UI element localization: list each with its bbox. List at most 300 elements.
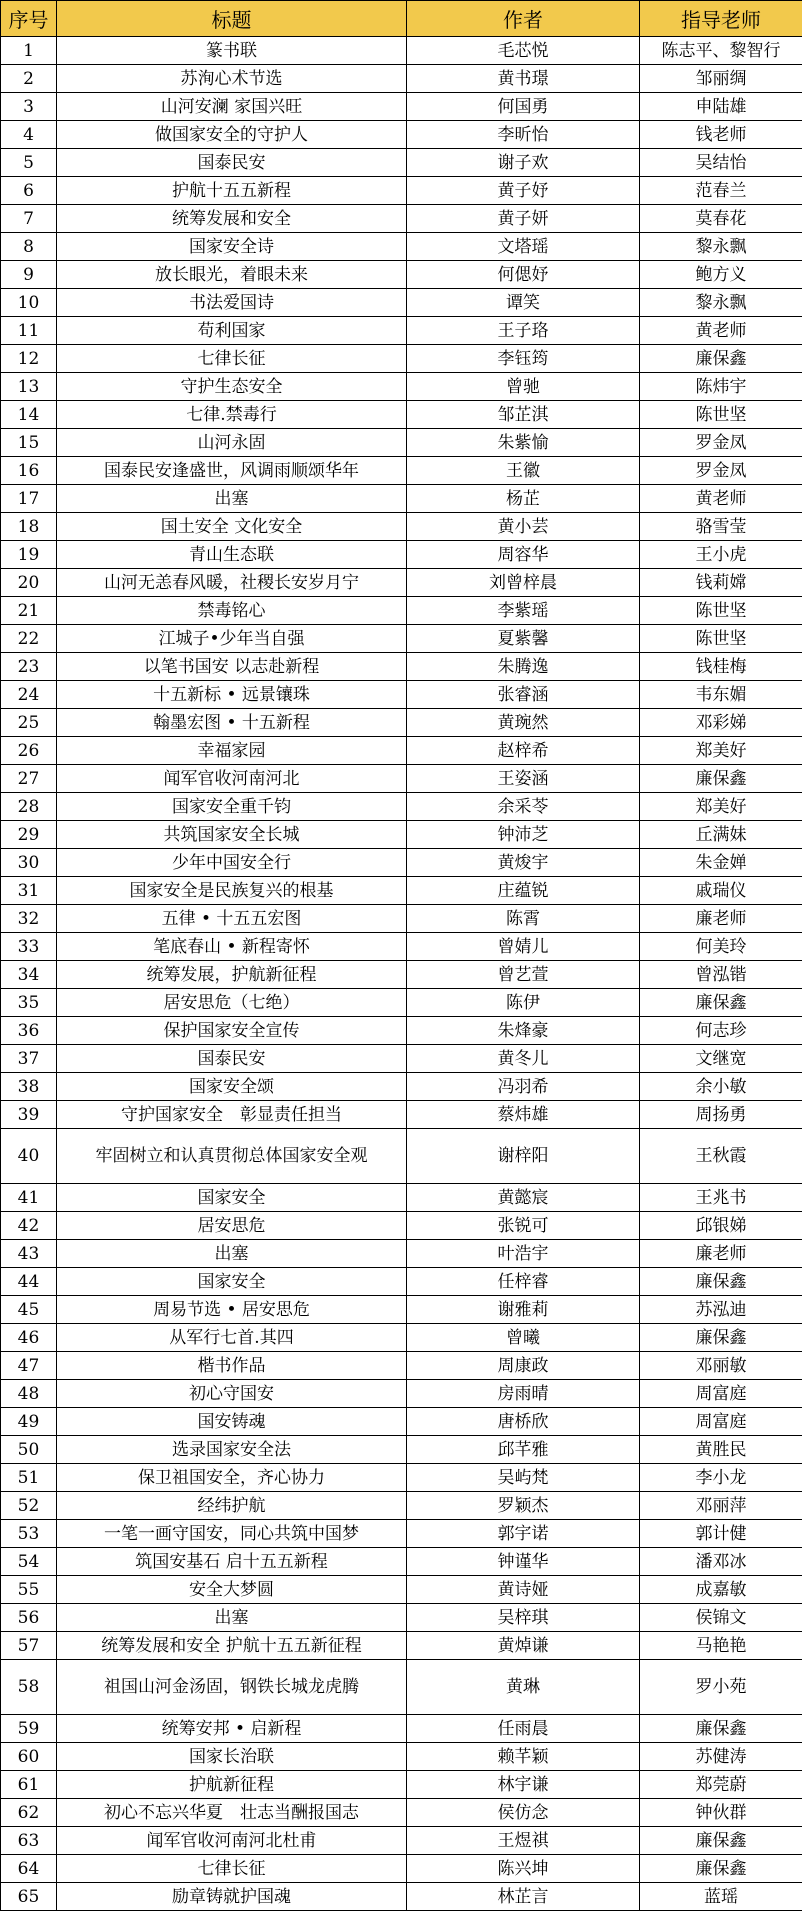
cell-author: 曾驰 xyxy=(407,373,640,401)
table-row xyxy=(1,597,802,625)
cell-title: 国家安全颂 xyxy=(57,1073,407,1101)
cell-no: 34 xyxy=(1,961,57,989)
header-author: 作者 xyxy=(407,1,640,37)
cell-title: 护航新征程 xyxy=(57,1771,407,1799)
cell-title: 出塞 xyxy=(57,1604,407,1632)
cell-teacher: 黄老师 xyxy=(640,317,802,345)
cell-title: 共筑国家安全长城 xyxy=(57,821,407,849)
cell-no: 2 xyxy=(1,65,57,93)
cell-no: 50 xyxy=(1,1436,57,1464)
cell-teacher: 廉保鑫 xyxy=(640,765,802,793)
cell-no: 16 xyxy=(1,457,57,485)
cell-teacher: 王小虎 xyxy=(640,541,802,569)
cell-teacher: 廉保鑫 xyxy=(640,1855,802,1883)
cell-teacher: 韦东媚 xyxy=(640,681,802,709)
table-row xyxy=(1,877,802,905)
cell-title: 山河无恙春风暖，社稷长安岁月宁 xyxy=(57,569,407,597)
cell-title: 居安思危（七绝） xyxy=(57,989,407,1017)
cell-title: 江城子•少年当自强 xyxy=(57,625,407,653)
cell-no: 25 xyxy=(1,709,57,737)
table-row xyxy=(1,457,802,485)
cell-title: 守护生态安全 xyxy=(57,373,407,401)
cell-teacher: 苏健涛 xyxy=(640,1743,802,1771)
cell-author: 陈兴坤 xyxy=(407,1855,640,1883)
cell-no: 52 xyxy=(1,1492,57,1520)
table-row xyxy=(1,541,802,569)
cell-author: 任梓睿 xyxy=(407,1268,640,1296)
cell-author: 王煜祺 xyxy=(407,1827,640,1855)
cell-title: 居安思危 xyxy=(57,1212,407,1240)
cell-teacher: 郑美好 xyxy=(640,737,802,765)
cell-teacher: 廉保鑫 xyxy=(640,1827,802,1855)
cell-author: 赵梓希 xyxy=(407,737,640,765)
cell-title: 少年中国安全行 xyxy=(57,849,407,877)
cell-title: 楷书作品 xyxy=(57,1352,407,1380)
cell-author: 谭笑 xyxy=(407,289,640,317)
cell-teacher: 罗金凤 xyxy=(640,457,802,485)
cell-author: 李钰筠 xyxy=(407,345,640,373)
cell-author: 朱紫愉 xyxy=(407,429,640,457)
cell-author: 曾曦 xyxy=(407,1324,640,1352)
cell-author: 谢梓阳 xyxy=(407,1129,640,1184)
cell-teacher: 郭计健 xyxy=(640,1520,802,1548)
cell-teacher: 陈世坚 xyxy=(640,597,802,625)
cell-author: 李昕怡 xyxy=(407,121,640,149)
cell-no: 31 xyxy=(1,877,57,905)
table-row xyxy=(1,821,802,849)
cell-title: 国家安全 xyxy=(57,1268,407,1296)
cell-title: 出塞 xyxy=(57,1240,407,1268)
cell-teacher: 廉保鑫 xyxy=(640,1324,802,1352)
cell-teacher: 邓丽萍 xyxy=(640,1492,802,1520)
cell-author: 吴屿梵 xyxy=(407,1464,640,1492)
table-row xyxy=(1,737,802,765)
table-row xyxy=(1,205,802,233)
cell-teacher: 钟伙群 xyxy=(640,1799,802,1827)
table-row xyxy=(1,1883,802,1911)
cell-title: 十五新标 • 远景镶珠 xyxy=(57,681,407,709)
table-row xyxy=(1,289,802,317)
cell-author: 黄冬儿 xyxy=(407,1045,640,1073)
cell-no: 29 xyxy=(1,821,57,849)
cell-author: 侯仿念 xyxy=(407,1799,640,1827)
cell-title: 筑国安基石 启十五五新程 xyxy=(57,1548,407,1576)
cell-author: 林芷言 xyxy=(407,1883,640,1911)
table-row xyxy=(1,569,802,597)
cell-teacher: 曾泓锴 xyxy=(640,961,802,989)
cell-title: 初心不忘兴华夏 壮志当酬报国志 xyxy=(57,1799,407,1827)
cell-teacher: 钱莉嫦 xyxy=(640,569,802,597)
cell-no: 23 xyxy=(1,653,57,681)
cell-title: 国土安全 文化安全 xyxy=(57,513,407,541)
cell-title: 国家安全重千钧 xyxy=(57,793,407,821)
header-no: 序号 xyxy=(1,1,57,37)
table-row xyxy=(1,65,802,93)
cell-teacher: 邓丽敏 xyxy=(640,1352,802,1380)
table-row xyxy=(1,1715,802,1743)
cell-no: 39 xyxy=(1,1101,57,1129)
cell-author: 蔡炜雄 xyxy=(407,1101,640,1129)
cell-teacher: 潘邓冰 xyxy=(640,1548,802,1576)
table-row xyxy=(1,1240,802,1268)
cell-teacher: 李小龙 xyxy=(640,1464,802,1492)
cell-no: 55 xyxy=(1,1576,57,1604)
cell-teacher: 何志珍 xyxy=(640,1017,802,1045)
cell-no: 46 xyxy=(1,1324,57,1352)
cell-title: 幸福家园 xyxy=(57,737,407,765)
cell-author: 朱腾逸 xyxy=(407,653,640,681)
cell-no: 10 xyxy=(1,289,57,317)
cell-author: 文塔瑶 xyxy=(407,233,640,261)
cell-author: 刘曾梓晨 xyxy=(407,569,640,597)
cell-teacher: 罗金凤 xyxy=(640,429,802,457)
cell-title: 七律长征 xyxy=(57,1855,407,1883)
table-row xyxy=(1,485,802,513)
table-row xyxy=(1,1827,802,1855)
cell-teacher: 邱银娣 xyxy=(640,1212,802,1240)
cell-teacher: 王秋霞 xyxy=(640,1129,802,1184)
cell-teacher: 黄老师 xyxy=(640,485,802,513)
cell-author: 钟谨华 xyxy=(407,1548,640,1576)
cell-teacher: 成嘉敏 xyxy=(640,1576,802,1604)
cell-author: 房雨晴 xyxy=(407,1380,640,1408)
cell-title: 五律 • 十五五宏图 xyxy=(57,905,407,933)
cell-teacher: 马艳艳 xyxy=(640,1632,802,1660)
cell-no: 59 xyxy=(1,1715,57,1743)
cell-author: 黄懿宸 xyxy=(407,1184,640,1212)
cell-teacher: 余小敏 xyxy=(640,1073,802,1101)
cell-no: 6 xyxy=(1,177,57,205)
table-row xyxy=(1,317,802,345)
cell-author: 叶浩宇 xyxy=(407,1240,640,1268)
cell-author: 庄蕴锐 xyxy=(407,877,640,905)
table-row xyxy=(1,1548,802,1576)
table-row xyxy=(1,1604,802,1632)
cell-author: 曾艺萱 xyxy=(407,961,640,989)
table-row xyxy=(1,1771,802,1799)
cell-author: 王徽 xyxy=(407,457,640,485)
cell-author: 何偲妤 xyxy=(407,261,640,289)
cell-author: 周容华 xyxy=(407,541,640,569)
cell-no: 51 xyxy=(1,1464,57,1492)
cell-no: 12 xyxy=(1,345,57,373)
table-row xyxy=(1,1743,802,1771)
cell-teacher: 黎永飘 xyxy=(640,233,802,261)
cell-no: 11 xyxy=(1,317,57,345)
table-row xyxy=(1,373,802,401)
cell-teacher: 廉保鑫 xyxy=(640,1268,802,1296)
cell-title: 周易节选 • 居安思危 xyxy=(57,1296,407,1324)
cell-title: 统筹发展，护航新征程 xyxy=(57,961,407,989)
table-row xyxy=(1,1212,802,1240)
cell-title: 统筹发展和安全 护航十五五新征程 xyxy=(57,1632,407,1660)
cell-no: 20 xyxy=(1,569,57,597)
table-row xyxy=(1,1268,802,1296)
cell-teacher: 罗小苑 xyxy=(640,1660,802,1715)
cell-teacher: 黎永飘 xyxy=(640,289,802,317)
cell-teacher: 莫春花 xyxy=(640,205,802,233)
cell-no: 35 xyxy=(1,989,57,1017)
cell-teacher: 廉保鑫 xyxy=(640,1715,802,1743)
cell-title: 翰墨宏图 • 十五新程 xyxy=(57,709,407,737)
cell-author: 曾婧儿 xyxy=(407,933,640,961)
cell-author: 黄子妤 xyxy=(407,177,640,205)
cell-title: 经纬护航 xyxy=(57,1492,407,1520)
cell-author: 郭宇诺 xyxy=(407,1520,640,1548)
cell-author: 任雨晨 xyxy=(407,1715,640,1743)
table-row xyxy=(1,345,802,373)
cell-author: 赖芊颖 xyxy=(407,1743,640,1771)
cell-author: 邱芊雅 xyxy=(407,1436,640,1464)
table-row xyxy=(1,849,802,877)
cell-title: 国泰民安逢盛世，风调雨顺颂华年 xyxy=(57,457,407,485)
cell-no: 17 xyxy=(1,485,57,513)
table-row xyxy=(1,653,802,681)
cell-author: 陈伊 xyxy=(407,989,640,1017)
cell-teacher: 黄胜民 xyxy=(640,1436,802,1464)
cell-author: 黄琬然 xyxy=(407,709,640,737)
table-row xyxy=(1,1073,802,1101)
cell-author: 谢子欢 xyxy=(407,149,640,177)
cell-title: 护航十五五新程 xyxy=(57,177,407,205)
table-row xyxy=(1,765,802,793)
cell-no: 63 xyxy=(1,1827,57,1855)
cell-author: 唐桥欣 xyxy=(407,1408,640,1436)
cell-author: 钟沛芝 xyxy=(407,821,640,849)
table-row xyxy=(1,1296,802,1324)
cell-author: 谢雅莉 xyxy=(407,1296,640,1324)
table-row xyxy=(1,709,802,737)
table-row xyxy=(1,933,802,961)
cell-author: 黄琳 xyxy=(407,1660,640,1715)
table-row xyxy=(1,1855,802,1883)
cell-title: 安全大梦圆 xyxy=(57,1576,407,1604)
cell-no: 26 xyxy=(1,737,57,765)
cell-title: 禁毒铭心 xyxy=(57,597,407,625)
cell-teacher: 丘满妹 xyxy=(640,821,802,849)
cell-no: 30 xyxy=(1,849,57,877)
cell-no: 64 xyxy=(1,1855,57,1883)
cell-teacher: 何美玲 xyxy=(640,933,802,961)
cell-teacher: 吴结怡 xyxy=(640,149,802,177)
cell-teacher: 周富庭 xyxy=(640,1380,802,1408)
header-row xyxy=(1,1,802,37)
cell-title: 选录国家安全法 xyxy=(57,1436,407,1464)
cell-teacher: 周富庭 xyxy=(640,1408,802,1436)
cell-author: 余采苓 xyxy=(407,793,640,821)
cell-teacher: 陈志平、黎智行 xyxy=(640,37,802,65)
cell-no: 22 xyxy=(1,625,57,653)
table-row xyxy=(1,1660,802,1715)
cell-author: 张睿涵 xyxy=(407,681,640,709)
cell-no: 48 xyxy=(1,1380,57,1408)
table-row xyxy=(1,1017,802,1045)
cell-no: 42 xyxy=(1,1212,57,1240)
table-row xyxy=(1,149,802,177)
cell-title: 从军行七首.其四 xyxy=(57,1324,407,1352)
cell-author: 邹芷淇 xyxy=(407,401,640,429)
cell-no: 43 xyxy=(1,1240,57,1268)
cell-teacher: 侯锦文 xyxy=(640,1604,802,1632)
cell-teacher: 郑美好 xyxy=(640,793,802,821)
table-row xyxy=(1,1436,802,1464)
cell-author: 吴梓琪 xyxy=(407,1604,640,1632)
cell-no: 13 xyxy=(1,373,57,401)
cell-title: 苏洵心术节选 xyxy=(57,65,407,93)
table-row xyxy=(1,401,802,429)
table-row xyxy=(1,1380,802,1408)
cell-no: 44 xyxy=(1,1268,57,1296)
table-row xyxy=(1,177,802,205)
cell-teacher: 陈世坚 xyxy=(640,625,802,653)
cell-teacher: 钱桂梅 xyxy=(640,653,802,681)
cell-no: 4 xyxy=(1,121,57,149)
cell-teacher: 邹丽绸 xyxy=(640,65,802,93)
cell-title: 七律.禁毒行 xyxy=(57,401,407,429)
cell-title: 书法爱国诗 xyxy=(57,289,407,317)
cell-teacher: 郑莞蔚 xyxy=(640,1771,802,1799)
cell-author: 毛芯悦 xyxy=(407,37,640,65)
cell-title: 笔底春山 • 新程寄怀 xyxy=(57,933,407,961)
cell-title: 牢固树立和认真贯彻总体国家安全观 xyxy=(57,1129,407,1184)
cell-title: 篆书联 xyxy=(57,37,407,65)
cell-no: 36 xyxy=(1,1017,57,1045)
cell-title: 祖国山河金汤固，钢铁长城龙虎腾 xyxy=(57,1660,407,1715)
table-row xyxy=(1,1101,802,1129)
cell-no: 45 xyxy=(1,1296,57,1324)
cell-no: 3 xyxy=(1,93,57,121)
cell-author: 黄焌宇 xyxy=(407,849,640,877)
table-row xyxy=(1,681,802,709)
cell-no: 65 xyxy=(1,1883,57,1911)
cell-no: 61 xyxy=(1,1771,57,1799)
table-row xyxy=(1,37,802,65)
cell-title: 闻军官收河南河北 xyxy=(57,765,407,793)
cell-teacher: 廉老师 xyxy=(640,1240,802,1268)
cell-no: 21 xyxy=(1,597,57,625)
cell-teacher: 周扬勇 xyxy=(640,1101,802,1129)
cell-title: 山河安澜 家国兴旺 xyxy=(57,93,407,121)
cell-author: 何国勇 xyxy=(407,93,640,121)
cell-title: 统筹安邦 • 启新程 xyxy=(57,1715,407,1743)
cell-author: 周康政 xyxy=(407,1352,640,1380)
cell-title: 放长眼光，着眼未来 xyxy=(57,261,407,289)
cell-no: 32 xyxy=(1,905,57,933)
cell-author: 黄小芸 xyxy=(407,513,640,541)
cell-teacher: 廉老师 xyxy=(640,905,802,933)
table-body xyxy=(1,37,802,1911)
cell-teacher: 范春兰 xyxy=(640,177,802,205)
cell-author: 罗颖杰 xyxy=(407,1492,640,1520)
cell-no: 38 xyxy=(1,1073,57,1101)
cell-no: 33 xyxy=(1,933,57,961)
table-row xyxy=(1,625,802,653)
cell-title: 青山生态联 xyxy=(57,541,407,569)
cell-no: 56 xyxy=(1,1604,57,1632)
cell-title: 国家安全是民族复兴的根基 xyxy=(57,877,407,905)
table-row xyxy=(1,233,802,261)
cell-title: 国家安全 xyxy=(57,1184,407,1212)
cell-no: 37 xyxy=(1,1045,57,1073)
cell-no: 7 xyxy=(1,205,57,233)
cell-teacher: 廉保鑫 xyxy=(640,989,802,1017)
cell-no: 8 xyxy=(1,233,57,261)
cell-author: 夏紫馨 xyxy=(407,625,640,653)
table-row xyxy=(1,261,802,289)
cell-no: 53 xyxy=(1,1520,57,1548)
table-row xyxy=(1,1352,802,1380)
cell-no: 41 xyxy=(1,1184,57,1212)
table-row xyxy=(1,1576,802,1604)
table-row xyxy=(1,1799,802,1827)
cell-teacher: 蓝瑶 xyxy=(640,1883,802,1911)
cell-title: 国泰民安 xyxy=(57,149,407,177)
cell-no: 40 xyxy=(1,1129,57,1184)
table-row xyxy=(1,1184,802,1212)
cell-title: 保卫祖国安全，齐心协力 xyxy=(57,1464,407,1492)
cell-author: 黄书璟 xyxy=(407,65,640,93)
cell-no: 58 xyxy=(1,1660,57,1715)
cell-author: 张锐可 xyxy=(407,1212,640,1240)
cell-author: 李紫瑶 xyxy=(407,597,640,625)
table-row xyxy=(1,429,802,457)
cell-title: 国泰民安 xyxy=(57,1045,407,1073)
cell-author: 黄焯谦 xyxy=(407,1632,640,1660)
cell-no: 9 xyxy=(1,261,57,289)
cell-no: 19 xyxy=(1,541,57,569)
cell-teacher: 戚瑞仪 xyxy=(640,877,802,905)
cell-teacher: 文继宽 xyxy=(640,1045,802,1073)
cell-teacher: 邓彩娣 xyxy=(640,709,802,737)
cell-author: 冯羽希 xyxy=(407,1073,640,1101)
cell-title: 做国家安全的守护人 xyxy=(57,121,407,149)
cell-title: 初心守国安 xyxy=(57,1380,407,1408)
cell-author: 杨芷 xyxy=(407,485,640,513)
cell-title: 保护国家安全宣传 xyxy=(57,1017,407,1045)
cell-title: 一笔一画守国安，同心共筑中国梦 xyxy=(57,1520,407,1548)
table-row xyxy=(1,121,802,149)
cell-title: 苟利国家 xyxy=(57,317,407,345)
cell-title: 山河永固 xyxy=(57,429,407,457)
cell-author: 陈霄 xyxy=(407,905,640,933)
header-teacher: 指导老师 xyxy=(640,1,802,37)
cell-author: 王姿涵 xyxy=(407,765,640,793)
cell-title: 统筹发展和安全 xyxy=(57,205,407,233)
cell-no: 28 xyxy=(1,793,57,821)
cell-no: 62 xyxy=(1,1799,57,1827)
cell-no: 27 xyxy=(1,765,57,793)
cell-author: 黄子妍 xyxy=(407,205,640,233)
cell-no: 14 xyxy=(1,401,57,429)
cell-title: 以笔书国安 以志赴新程 xyxy=(57,653,407,681)
cell-teacher: 陈世坚 xyxy=(640,401,802,429)
table-row xyxy=(1,1045,802,1073)
cell-teacher: 苏泓迪 xyxy=(640,1296,802,1324)
cell-teacher: 王兆书 xyxy=(640,1184,802,1212)
cell-no: 57 xyxy=(1,1632,57,1660)
cell-no: 1 xyxy=(1,37,57,65)
cell-no: 15 xyxy=(1,429,57,457)
cell-teacher: 骆雪莹 xyxy=(640,513,802,541)
cell-teacher: 朱金婵 xyxy=(640,849,802,877)
cell-teacher: 廉保鑫 xyxy=(640,345,802,373)
table-row xyxy=(1,1464,802,1492)
cell-no: 60 xyxy=(1,1743,57,1771)
table-row xyxy=(1,1632,802,1660)
cell-title: 闻军官收河南河北杜甫 xyxy=(57,1827,407,1855)
table-row xyxy=(1,989,802,1017)
table-row xyxy=(1,1520,802,1548)
